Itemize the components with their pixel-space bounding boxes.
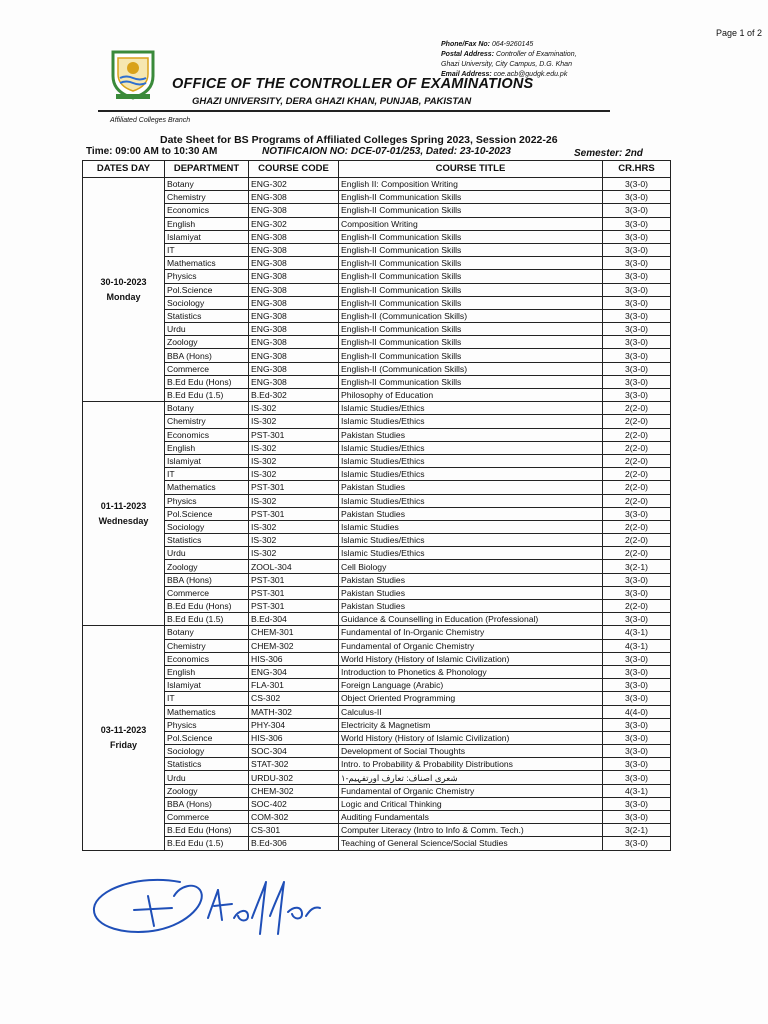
credit-hours-cell: 3(3-0)	[603, 665, 671, 678]
course-title-cell: Islamic Studies/Ethics	[339, 468, 603, 481]
table-row	[83, 679, 671, 692]
course-title-cell: Introduction to Phonetics & Phonology	[339, 665, 603, 678]
course-code-cell: IS-302	[249, 534, 339, 547]
semester: Semester: 2nd	[574, 148, 643, 159]
course-title-cell: Islamic Studies/Ethics	[339, 441, 603, 454]
department-cell: B.Ed Edu (1.5)	[165, 613, 249, 626]
department-cell: Commerce	[165, 811, 249, 824]
department-cell: Botany	[165, 178, 249, 191]
table-row	[83, 481, 671, 494]
course-code-cell: ENG-302	[249, 178, 339, 191]
course-title-cell: Guidance & Counselling in Education (Professional)	[339, 613, 603, 626]
department-cell: IT	[165, 243, 249, 256]
credit-hours-cell: 3(3-0)	[603, 507, 671, 520]
contact-email: Email Address: coe.acb@gudgk.edu.pk	[441, 71, 568, 78]
course-title-cell: Pakistan Studies	[339, 600, 603, 613]
department-cell: BBA (Hons)	[165, 349, 249, 362]
credit-hours-cell: 3(3-0)	[603, 309, 671, 322]
header-dates-day: DATES DAY	[83, 161, 165, 178]
course-title-cell: Fundamental of Organic Chemistry	[339, 784, 603, 797]
department-cell: Physics	[165, 270, 249, 283]
course-code-cell: IS-302	[249, 402, 339, 415]
course-title-cell: English II: Composition Writing	[339, 178, 603, 191]
course-title-cell: Pakistan Studies	[339, 573, 603, 586]
credit-hours-cell: 3(3-0)	[603, 362, 671, 375]
course-code-cell: ENG-308	[249, 349, 339, 362]
credit-hours-cell: 2(2-0)	[603, 520, 671, 533]
course-title-cell: Electricity & Magnetism	[339, 718, 603, 731]
department-cell: Sociology	[165, 520, 249, 533]
table-row	[83, 204, 671, 217]
course-code-cell: CHEM-302	[249, 784, 339, 797]
credit-hours-cell: 2(2-0)	[603, 547, 671, 560]
department-cell: Sociology	[165, 745, 249, 758]
department-cell: Zoology	[165, 336, 249, 349]
table-row	[83, 243, 671, 256]
course-title-cell: English-II Communication Skills	[339, 230, 603, 243]
credit-hours-cell: 3(3-0)	[603, 257, 671, 270]
course-title-cell: English-II Communication Skills	[339, 323, 603, 336]
table-row	[83, 784, 671, 797]
exam-time: Time: 09:00 AM to 10:30 AM	[86, 146, 218, 157]
course-code-cell: IS-302	[249, 454, 339, 467]
credit-hours-cell: 3(3-0)	[603, 191, 671, 204]
department-cell: Statistics	[165, 534, 249, 547]
department-cell: Islamiyat	[165, 679, 249, 692]
course-code-cell: IS-302	[249, 494, 339, 507]
credit-hours-cell: 3(3-0)	[603, 613, 671, 626]
department-cell: Commerce	[165, 362, 249, 375]
credit-hours-cell: 3(3-0)	[603, 389, 671, 402]
department-cell: Statistics	[165, 758, 249, 771]
course-code-cell: ENG-308	[249, 296, 339, 309]
table-row	[83, 652, 671, 665]
course-title-cell: Logic and Critical Thinking	[339, 797, 603, 810]
course-code-cell: PHY-304	[249, 718, 339, 731]
course-code-cell: ENG-308	[249, 257, 339, 270]
exam-day: Friday	[109, 739, 137, 750]
credit-hours-cell: 2(2-0)	[603, 481, 671, 494]
course-code-cell: ENG-302	[249, 217, 339, 230]
course-title-cell: English-II Communication Skills	[339, 270, 603, 283]
course-code-cell: URDU-302	[249, 771, 339, 784]
credit-hours-cell: 3(3-0)	[603, 349, 671, 362]
credit-hours-cell: 2(2-0)	[603, 494, 671, 507]
course-title-cell: English-II Communication Skills	[339, 191, 603, 204]
department-cell: Urdu	[165, 547, 249, 560]
exam-date-cell	[83, 178, 165, 402]
table-row	[83, 692, 671, 705]
credit-hours-cell: 3(3-0)	[603, 731, 671, 744]
table-row	[83, 415, 671, 428]
table-row	[83, 626, 671, 639]
department-cell: Physics	[165, 718, 249, 731]
datesheet-table	[82, 160, 671, 851]
department-cell: BBA (Hons)	[165, 797, 249, 810]
department-cell: IT	[165, 468, 249, 481]
course-title-cell: Pakistan Studies	[339, 586, 603, 599]
course-title-cell: Philosophy of Education	[339, 389, 603, 402]
department-cell: Pol.Science	[165, 507, 249, 520]
contact-block	[441, 40, 577, 80]
credit-hours-cell: 3(3-0)	[603, 718, 671, 731]
signature	[88, 872, 368, 946]
course-code-cell: IS-302	[249, 468, 339, 481]
table-row	[83, 797, 671, 810]
department-cell: Physics	[165, 494, 249, 507]
table-row	[83, 520, 671, 533]
credit-hours-cell: 3(3-0)	[603, 217, 671, 230]
table-row	[83, 534, 671, 547]
course-code-cell: HIS-306	[249, 652, 339, 665]
course-title-cell: Pakistan Studies	[339, 481, 603, 494]
credit-hours-cell: 2(2-0)	[603, 441, 671, 454]
course-title-cell: English-II (Communication Skills)	[339, 362, 603, 375]
credit-hours-cell: 3(3-0)	[603, 296, 671, 309]
course-code-cell: CS-301	[249, 824, 339, 837]
department-cell: Sociology	[165, 296, 249, 309]
credit-hours-cell: 3(3-0)	[603, 336, 671, 349]
credit-hours-cell: 3(3-0)	[603, 243, 671, 256]
office-title: OFFICE OF THE CONTROLLER OF EXAMINATIONS	[172, 76, 534, 92]
department-cell: Chemistry	[165, 191, 249, 204]
table-row	[83, 375, 671, 388]
course-title-cell: Islamic Studies/Ethics	[339, 547, 603, 560]
table-row	[83, 771, 671, 784]
department-cell: B.Ed Edu (Hons)	[165, 600, 249, 613]
department-cell: B.Ed Edu (Hons)	[165, 824, 249, 837]
credit-hours-cell: 3(3-0)	[603, 323, 671, 336]
table-row	[83, 507, 671, 520]
course-code-cell: B.Ed-304	[249, 613, 339, 626]
exam-date: 01-11-2023	[100, 500, 147, 511]
course-code-cell: SOC-402	[249, 797, 339, 810]
credit-hours-cell: 4(3-1)	[603, 626, 671, 639]
credit-hours-cell: 3(3-0)	[603, 811, 671, 824]
exam-date: 30-10-2023	[100, 276, 147, 287]
credit-hours-cell: 2(2-0)	[603, 600, 671, 613]
table-row	[83, 402, 671, 415]
course-title-cell: English-II Communication Skills	[339, 243, 603, 256]
header-course-title: COURSE TITLE	[339, 161, 603, 178]
table-row	[83, 705, 671, 718]
course-code-cell: IS-302	[249, 441, 339, 454]
table-row	[83, 811, 671, 824]
department-cell: Chemistry	[165, 639, 249, 652]
department-cell: Zoology	[165, 784, 249, 797]
exam-day: Wednesday	[98, 515, 149, 526]
course-code-cell: CS-302	[249, 692, 339, 705]
course-code-cell: CHEM-301	[249, 626, 339, 639]
department-cell: Economics	[165, 204, 249, 217]
course-code-cell: PST-301	[249, 428, 339, 441]
course-title-cell: English-II Communication Skills	[339, 349, 603, 362]
table-row	[83, 257, 671, 270]
credit-hours-cell: 2(2-0)	[603, 402, 671, 415]
course-title-cell: Object Oriented Programming	[339, 692, 603, 705]
department-cell: English	[165, 441, 249, 454]
department-cell: Economics	[165, 428, 249, 441]
table-row	[83, 613, 671, 626]
course-title-cell: Islamic Studies/Ethics	[339, 534, 603, 547]
course-code-cell: ENG-308	[249, 191, 339, 204]
credit-hours-cell: 3(3-0)	[603, 178, 671, 191]
table-row	[83, 731, 671, 744]
table-row	[83, 600, 671, 613]
course-title-cell: English-II Communication Skills	[339, 283, 603, 296]
exam-date-cell	[83, 402, 165, 626]
table-row	[83, 191, 671, 204]
department-cell: Pol.Science	[165, 731, 249, 744]
course-code-cell: ENG-308	[249, 375, 339, 388]
department-cell: B.Ed Edu (1.5)	[165, 389, 249, 402]
course-code-cell: IS-302	[249, 415, 339, 428]
course-title-cell: English-II Communication Skills	[339, 257, 603, 270]
contact-phone: Phone/Fax No: 064-9260145	[441, 41, 534, 48]
course-code-cell: FLA-301	[249, 679, 339, 692]
course-code-cell: B.Ed-306	[249, 837, 339, 850]
header-credit-hours: CR.HRS	[603, 161, 671, 178]
course-title-cell: Islamic Studies/Ethics	[339, 494, 603, 507]
table-row	[83, 547, 671, 560]
contact-postal: Postal Address: Controller of Examination,	[441, 51, 577, 58]
course-title-cell: English-II Communication Skills	[339, 336, 603, 349]
table-row	[83, 309, 671, 322]
table-row	[83, 758, 671, 771]
department-cell: English	[165, 217, 249, 230]
course-code-cell: ENG-308	[249, 323, 339, 336]
exam-day: Monday	[106, 291, 141, 302]
exam-date: 03-11-2023	[100, 724, 147, 735]
course-title-cell: Islamic Studies/Ethics	[339, 454, 603, 467]
credit-hours-cell: 4(4-0)	[603, 705, 671, 718]
university-name: GHAZI UNIVERSITY, DERA GHAZI KHAN, PUNJAB, PAKISTAN	[192, 96, 472, 107]
department-cell: Mathematics	[165, 257, 249, 270]
header-divider	[98, 110, 610, 112]
department-cell: Urdu	[165, 323, 249, 336]
department-cell: B.Ed Edu (Hons)	[165, 375, 249, 388]
department-cell: Zoology	[165, 560, 249, 573]
course-title-cell: English-II Communication Skills	[339, 296, 603, 309]
credit-hours-cell: 3(2-1)	[603, 560, 671, 573]
course-title-cell: Composition Writing	[339, 217, 603, 230]
contact-postal-line2: Ghazi University, City Campus, D.G. Khan	[441, 61, 572, 68]
credit-hours-cell: 3(3-0)	[603, 586, 671, 599]
department-cell: Botany	[165, 626, 249, 639]
table-row	[83, 428, 671, 441]
table-header-row	[83, 161, 671, 178]
course-code-cell: MATH-302	[249, 705, 339, 718]
course-title-cell: Fundamental of In-Organic Chemistry	[339, 626, 603, 639]
course-code-cell: ENG-304	[249, 665, 339, 678]
course-code-cell: ENG-308	[249, 243, 339, 256]
department-cell: Chemistry	[165, 415, 249, 428]
course-title-cell: Auditing Fundamentals	[339, 811, 603, 824]
credit-hours-cell: 2(2-0)	[603, 534, 671, 547]
page-number: Page 1 of 2	[715, 28, 762, 38]
course-title-cell: Fundamental of Organic Chemistry	[339, 639, 603, 652]
course-title-cell: English-II (Communication Skills)	[339, 309, 603, 322]
table-body	[83, 178, 671, 851]
department-cell: Economics	[165, 652, 249, 665]
credit-hours-cell: 3(3-0)	[603, 771, 671, 784]
course-title-cell: شعری اصناف: تعارف اورتفہیم-۱	[339, 771, 603, 784]
credit-hours-cell: 4(3-1)	[603, 639, 671, 652]
course-code-cell: PST-301	[249, 507, 339, 520]
course-code-cell: CHEM-302	[249, 639, 339, 652]
notification-number: NOTIFICAION NO: DCE-07-01/253, Dated: 23-10-2023	[262, 146, 511, 157]
course-title-cell: Islamic Studies/Ethics	[339, 415, 603, 428]
table-row	[83, 336, 671, 349]
credit-hours-cell: 3(3-0)	[603, 573, 671, 586]
course-title-cell: Intro. to Probability & Probability Distributions	[339, 758, 603, 771]
department-cell: Mathematics	[165, 481, 249, 494]
course-code-cell: ENG-308	[249, 283, 339, 296]
credit-hours-cell: 4(3-1)	[603, 784, 671, 797]
table-row	[83, 441, 671, 454]
course-title-cell: English-II Communication Skills	[339, 375, 603, 388]
table-row	[83, 639, 671, 652]
credit-hours-cell: 3(3-0)	[603, 692, 671, 705]
course-title-cell: Foreign Language (Arabic)	[339, 679, 603, 692]
course-code-cell: ENG-308	[249, 362, 339, 375]
credit-hours-cell: 3(3-0)	[603, 652, 671, 665]
table-row	[83, 389, 671, 402]
department-cell: IT	[165, 692, 249, 705]
table-row	[83, 824, 671, 837]
exam-date-cell	[83, 626, 165, 850]
course-title-cell: English-II Communication Skills	[339, 204, 603, 217]
course-code-cell: IS-302	[249, 520, 339, 533]
course-code-cell: ENG-308	[249, 204, 339, 217]
credit-hours-cell: 2(2-0)	[603, 468, 671, 481]
department-cell: Mathematics	[165, 705, 249, 718]
table-row	[83, 217, 671, 230]
department-cell: English	[165, 665, 249, 678]
table-row	[83, 468, 671, 481]
credit-hours-cell: 3(3-0)	[603, 270, 671, 283]
credit-hours-cell: 3(3-0)	[603, 204, 671, 217]
table-row	[83, 573, 671, 586]
credit-hours-cell: 3(3-0)	[603, 837, 671, 850]
department-cell: Urdu	[165, 771, 249, 784]
course-title-cell: Islamic Studies	[339, 520, 603, 533]
table-row	[83, 230, 671, 243]
credit-hours-cell: 3(3-0)	[603, 283, 671, 296]
datesheet-title: Date Sheet for BS Programs of Affiliated Colleges Spring 2023, Session 2022-26	[160, 134, 558, 146]
table-row	[83, 665, 671, 678]
course-title-cell: World History (History of Islamic Civilization)	[339, 652, 603, 665]
header-course-code: COURSE CODE	[249, 161, 339, 178]
course-code-cell: ENG-308	[249, 336, 339, 349]
header-department: DEPARTMENT	[165, 161, 249, 178]
credit-hours-cell: 2(2-0)	[603, 428, 671, 441]
course-title-cell: Pakistan Studies	[339, 428, 603, 441]
course-code-cell: HIS-306	[249, 731, 339, 744]
table-row	[83, 283, 671, 296]
credit-hours-cell: 3(2-1)	[603, 824, 671, 837]
department-cell: Statistics	[165, 309, 249, 322]
department-cell: Pol.Science	[165, 283, 249, 296]
table-row	[83, 349, 671, 362]
course-code-cell: PST-301	[249, 600, 339, 613]
credit-hours-cell: 3(3-0)	[603, 375, 671, 388]
course-title-cell: Computer Literacy (Intro to Info & Comm. Tech.)	[339, 824, 603, 837]
table-row	[83, 362, 671, 375]
table-row	[83, 270, 671, 283]
table-row	[83, 837, 671, 850]
course-code-cell: PST-301	[249, 586, 339, 599]
table-row	[83, 296, 671, 309]
course-code-cell: B.Ed-302	[249, 389, 339, 402]
course-code-cell: ENG-308	[249, 309, 339, 322]
credit-hours-cell: 3(3-0)	[603, 679, 671, 692]
course-title-cell: Teaching of General Science/Social Studies	[339, 837, 603, 850]
course-code-cell: COM-302	[249, 811, 339, 824]
course-code-cell: STAT-302	[249, 758, 339, 771]
table-row	[83, 560, 671, 573]
table-row	[83, 323, 671, 336]
department-cell: Islamiyat	[165, 230, 249, 243]
course-code-cell: ENG-308	[249, 270, 339, 283]
table-row	[83, 586, 671, 599]
table-row	[83, 494, 671, 507]
course-title-cell: Calculus-II	[339, 705, 603, 718]
table-row	[83, 178, 671, 191]
course-title-cell: World History (History of Islamic Civilization)	[339, 731, 603, 744]
table-row	[83, 745, 671, 758]
branch-name: Affiliated Colleges Branch	[110, 117, 191, 124]
table-row	[83, 718, 671, 731]
credit-hours-cell: 2(2-0)	[603, 415, 671, 428]
course-title-cell: Development of Social Thoughts	[339, 745, 603, 758]
department-cell: Commerce	[165, 586, 249, 599]
department-cell: B.Ed Edu (1.5)	[165, 837, 249, 850]
credit-hours-cell: 3(3-0)	[603, 230, 671, 243]
department-cell: Botany	[165, 402, 249, 415]
department-cell: Islamiyat	[165, 454, 249, 467]
course-code-cell: SOC-304	[249, 745, 339, 758]
course-code-cell: PST-301	[249, 481, 339, 494]
credit-hours-cell: 3(3-0)	[603, 745, 671, 758]
credit-hours-cell: 2(2-0)	[603, 454, 671, 467]
course-title-cell: Cell Biology	[339, 560, 603, 573]
credit-hours-cell: 3(3-0)	[603, 797, 671, 810]
course-code-cell: ENG-308	[249, 230, 339, 243]
credit-hours-cell: 3(3-0)	[603, 758, 671, 771]
department-cell: BBA (Hons)	[165, 573, 249, 586]
course-code-cell: PST-301	[249, 573, 339, 586]
course-code-cell: IS-302	[249, 547, 339, 560]
course-code-cell: ZOOL-304	[249, 560, 339, 573]
table-row	[83, 454, 671, 467]
course-title-cell: Islamic Studies/Ethics	[339, 402, 603, 415]
course-title-cell: Pakistan Studies	[339, 507, 603, 520]
university-logo	[108, 46, 158, 100]
